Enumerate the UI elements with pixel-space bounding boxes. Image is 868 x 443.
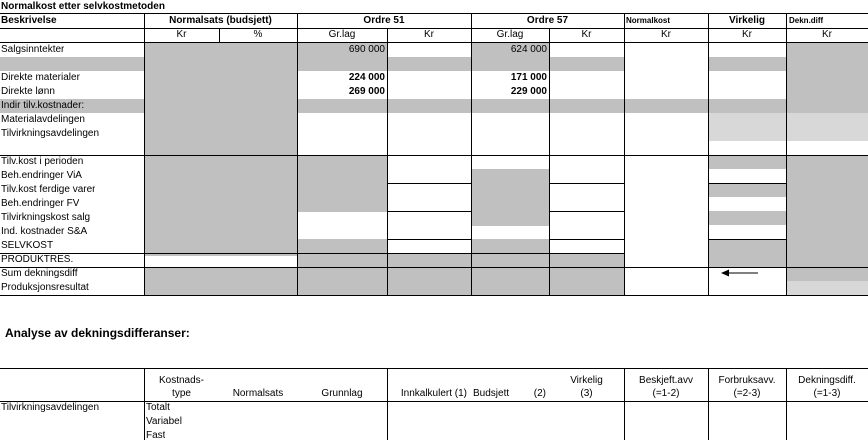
header-virkelig: Virkelig <box>729 15 765 26</box>
row-label: PRODUKTRES. <box>1 254 74 265</box>
row-label: Beh.endringer FV <box>1 198 80 209</box>
ordre51-grlag-value[interactable] <box>297 281 385 295</box>
analyse-header-budsjett-num: (2) <box>533 388 546 399</box>
header-dekn-diff: Dekn.diff <box>789 16 824 25</box>
row-label: Salgsinntekter <box>1 44 65 55</box>
subheader-normalsats-pct: % <box>253 29 263 40</box>
subheader-ordre57-kr: Kr <box>581 29 592 40</box>
analyse-row-type-variabel: Variabel <box>146 416 182 427</box>
ordre57-grlag-value[interactable] <box>471 127 547 141</box>
ordre51-grlag-value[interactable] <box>297 211 385 225</box>
ordre51-grlag-value[interactable]: 269 000 <box>348 86 385 97</box>
ordre51-grlag-value[interactable] <box>297 267 385 281</box>
ordre51-grlag-value[interactable] <box>297 225 385 239</box>
analyse-row-type-totalt: Totalt <box>146 402 170 413</box>
analyse-header-virkelig: Virkelig (3) <box>570 375 603 399</box>
ordre57-grlag-value[interactable]: 171 000 <box>510 72 547 83</box>
ordre57-grlag-value[interactable] <box>471 141 547 155</box>
row-label: Produksjonsresultat <box>1 282 89 293</box>
ordre57-grlag-value[interactable] <box>471 113 547 127</box>
ordre51-grlag-value[interactable] <box>297 99 385 113</box>
subheader-ordre57-grlag: Gr.lag <box>496 29 524 40</box>
ordre51-grlag-value[interactable] <box>297 239 385 253</box>
ordre51-grlag-value[interactable]: 690 000 <box>348 44 385 55</box>
row-label: Sum dekningsdiff <box>1 268 78 279</box>
ordre57-grlag-value[interactable] <box>471 253 547 267</box>
row-label: Tilv.kost ferdige varer <box>1 184 96 195</box>
analyse-header-kostnadstype: Kostnads- type <box>158 375 205 399</box>
ordre57-grlag-value[interactable]: 624 000 <box>510 44 547 55</box>
ordre57-grlag-value[interactable] <box>471 239 547 253</box>
subheader-ordre51-grlag: Gr.lag <box>328 29 356 40</box>
subheader-normalkost-kr: Kr <box>661 29 671 40</box>
header-ordre-57: Ordre 57 <box>526 15 569 26</box>
subheader-virkelig-kr: Kr <box>742 29 752 40</box>
ordre57-grlag-value[interactable] <box>471 99 547 113</box>
analyse-title: Analyse av dekningsdifferanser: <box>5 326 190 340</box>
row-label: SELVKOST <box>1 240 54 251</box>
analyse-header-forbruks: Forbruksavv. (=2-3) <box>718 375 776 399</box>
ordre57-grlag-value[interactable] <box>471 57 547 71</box>
arrow-left-icon <box>720 266 760 280</box>
analyse-header-dekning: Dekningsdiff. (=1-3) <box>798 375 856 399</box>
ordre51-grlag-value[interactable] <box>297 169 385 183</box>
header-normalsats: Normalsats (budsjett) <box>169 15 272 26</box>
ordre57-grlag-value[interactable] <box>471 183 547 197</box>
analyse-row-label: Tilvirkningsavdelingen <box>1 402 100 413</box>
ordre51-grlag-value[interactable] <box>297 183 385 197</box>
row-label: Tilvirkningsavdelingen <box>1 128 100 139</box>
row-label: Ind. kostnader S&A <box>1 226 88 237</box>
subheader-normalsats-kr: Kr <box>176 29 187 40</box>
ordre51-grlag-value[interactable] <box>297 155 385 169</box>
row-label: Materialavdelingen <box>1 114 85 125</box>
analyse-header-budsjett: Budsjett <box>473 388 510 399</box>
row-label: Direkte materialer <box>1 72 80 83</box>
ordre51-grlag-value[interactable] <box>297 253 385 267</box>
analyse-row-type-fast: Fast <box>146 430 166 441</box>
header-normalkost: Normalkost <box>626 16 671 25</box>
sheet-title: Normalkost etter selvkostmetoden <box>1 1 165 12</box>
ordre51-grlag-value[interactable] <box>297 127 385 141</box>
row-label: Beh.endringer ViA <box>1 170 82 181</box>
row-label: Indir tilv.kostnader: <box>1 100 85 111</box>
ordre51-grlag-value[interactable] <box>297 197 385 211</box>
ordre51-grlag-value[interactable]: 224 000 <box>348 72 385 83</box>
ordre57-grlag-value[interactable] <box>471 197 547 211</box>
header-ordre-51: Ordre 51 <box>363 15 405 26</box>
ordre57-grlag-value[interactable]: 229 000 <box>510 86 547 97</box>
ordre57-grlag-value[interactable] <box>471 169 547 183</box>
ordre51-grlag-value[interactable] <box>297 113 385 127</box>
ordre57-grlag-value[interactable] <box>471 281 547 295</box>
ordre57-grlag-value[interactable] <box>471 267 547 281</box>
analyse-header-grunnlag: Grunnlag <box>321 388 363 399</box>
ordre51-grlag-value[interactable] <box>297 141 385 155</box>
analyse-header-beskjeft: Beskjeft.avv (=1-2) <box>639 375 693 399</box>
analyse-header-normalsats: Normalsats <box>232 388 284 399</box>
ordre57-grlag-value[interactable] <box>471 211 547 225</box>
ordre57-grlag-value[interactable] <box>471 225 547 239</box>
subheader-ordre51-kr: Kr <box>424 29 434 40</box>
row-label: Tilv.kost i perioden <box>1 156 84 167</box>
row-label: Tilvirkningskost salg <box>1 212 91 223</box>
header-beskrivelse: Beskrivelse <box>1 15 57 26</box>
ordre57-grlag-value[interactable] <box>471 155 547 169</box>
ordre51-grlag-value[interactable] <box>297 57 385 71</box>
analyse-header-innkalkulert: Innkalkulert (1) <box>400 388 467 399</box>
row-label: Direkte lønn <box>1 86 55 97</box>
subheader-dekn-diff-kr: Kr <box>822 29 832 40</box>
